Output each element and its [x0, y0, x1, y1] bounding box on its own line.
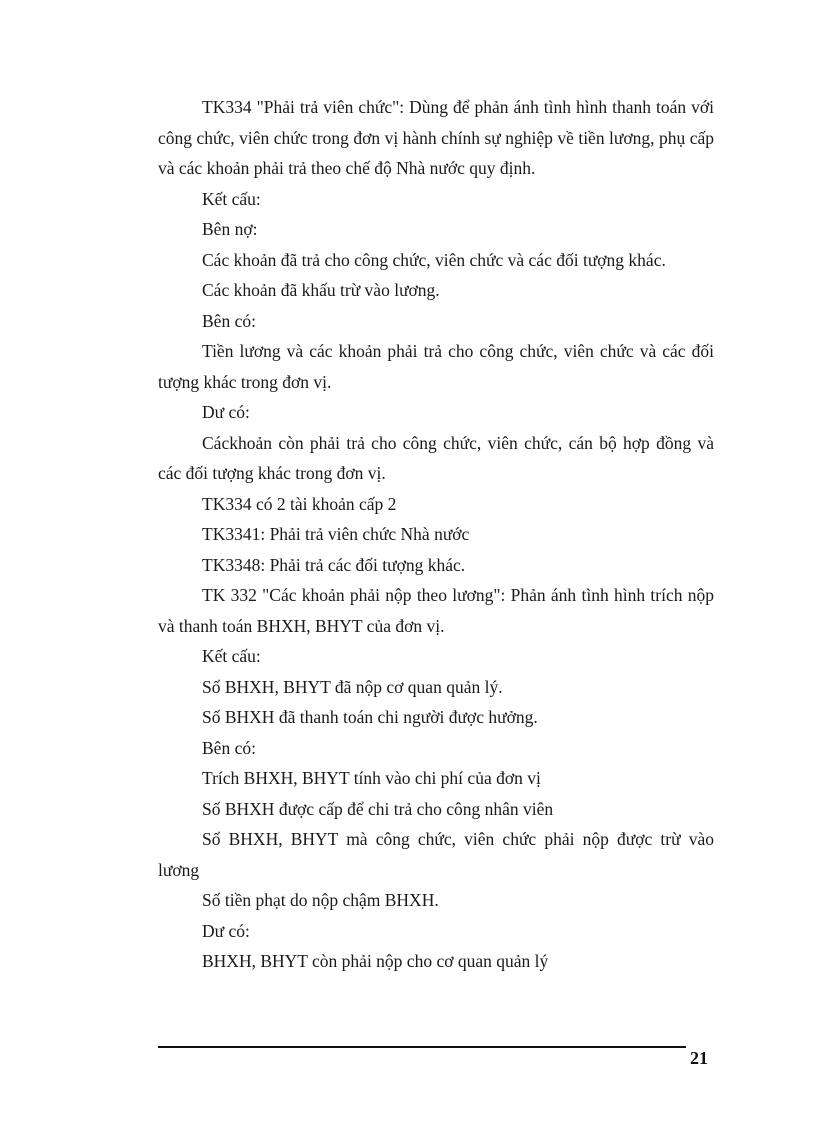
paragraph-ben-no-item-2: Các khoản đã khấu trừ vào lương.	[202, 280, 440, 300]
paragraph-tk334-definition: TK334 "Phải trả viên chức": Dùng để phản ánh tình hình thanh toán với công chức, viên chức trong đơn vị hành chính sự nghiệp về tiền lương, phụ cấp và các khoản phải trả theo chế độ Nhà nước quy định.	[158, 97, 714, 178]
paragraph-tk332-item-1: Số BHXH, BHYT đã nộp cơ quan quản lý.	[202, 676, 503, 697]
page-number: 21	[690, 1048, 708, 1068]
paragraph-du-co-1: Dư có:	[202, 402, 250, 422]
page-body	[158, 92, 714, 977]
paragraph-ben-no: Bên nợ:	[202, 219, 258, 239]
paragraph-tk3341: TK3341: Phải trả viên chức Nhà nước	[202, 524, 470, 544]
paragraph-ben-co-2-item-3: Số BHXH, BHYT mà công chức, viên chức phải nộp được trừ vào lương	[158, 829, 714, 880]
paragraph-ben-co-item-1: Tiền lương và các khoản phải trả cho công chức, viên chức và các đối tượng khác trong đơn vị.	[158, 341, 714, 392]
paragraph-ben-no-item-1: Các khoản đã trả cho công chức, viên chức và các đối tượng khác.	[202, 249, 666, 270]
paragraph-ket-cau-2: Kết cấu:	[202, 646, 261, 666]
paragraph-ben-co-2-item-1: Trích BHXH, BHYT tính vào chi phí của đơn vị	[202, 768, 541, 788]
paragraph-ben-co-1: Bên có:	[202, 310, 256, 331]
paragraph-du-co-2: Dư có:	[202, 920, 250, 941]
paragraph-tk3348: TK3348: Phải trả các đối tượng khác.	[202, 554, 466, 575]
paragraph-du-co-2-item-1: BHXH, BHYT còn phải nộp cho cơ quan quản lý	[202, 951, 549, 971]
paragraph-du-co-item-1: Cáckhoản còn phải trả cho công chức, viên chức, cán bộ hợp đồng và các đối tượng khác trong đơn vị.	[158, 432, 714, 483]
footer-rule	[158, 1046, 686, 1048]
paragraph-tk332-definition: TK 332 "Các khoản phải nộp theo lương": Phản ánh tình hình trích nộp và thanh toán BHXH, BHYT của đơn vị.	[158, 585, 714, 636]
paragraph-ben-co-2: Bên có:	[202, 737, 256, 758]
paragraph-ket-cau-1: Kết cấu:	[202, 188, 261, 209]
paragraph-ben-co-2-item-4: Số tiền phạt do nộp chậm BHXH.	[202, 890, 439, 910]
paragraph-ben-co-2-item-2: Số BHXH được cấp để chi trả cho công nhân viên	[202, 798, 554, 819]
paragraph-tk332-item-2: Số BHXH đã thanh toán chi người được hưởng.	[202, 707, 538, 727]
paragraph-tk334-sub-accounts: TK334 có 2 tài khoản cấp 2	[202, 493, 397, 514]
